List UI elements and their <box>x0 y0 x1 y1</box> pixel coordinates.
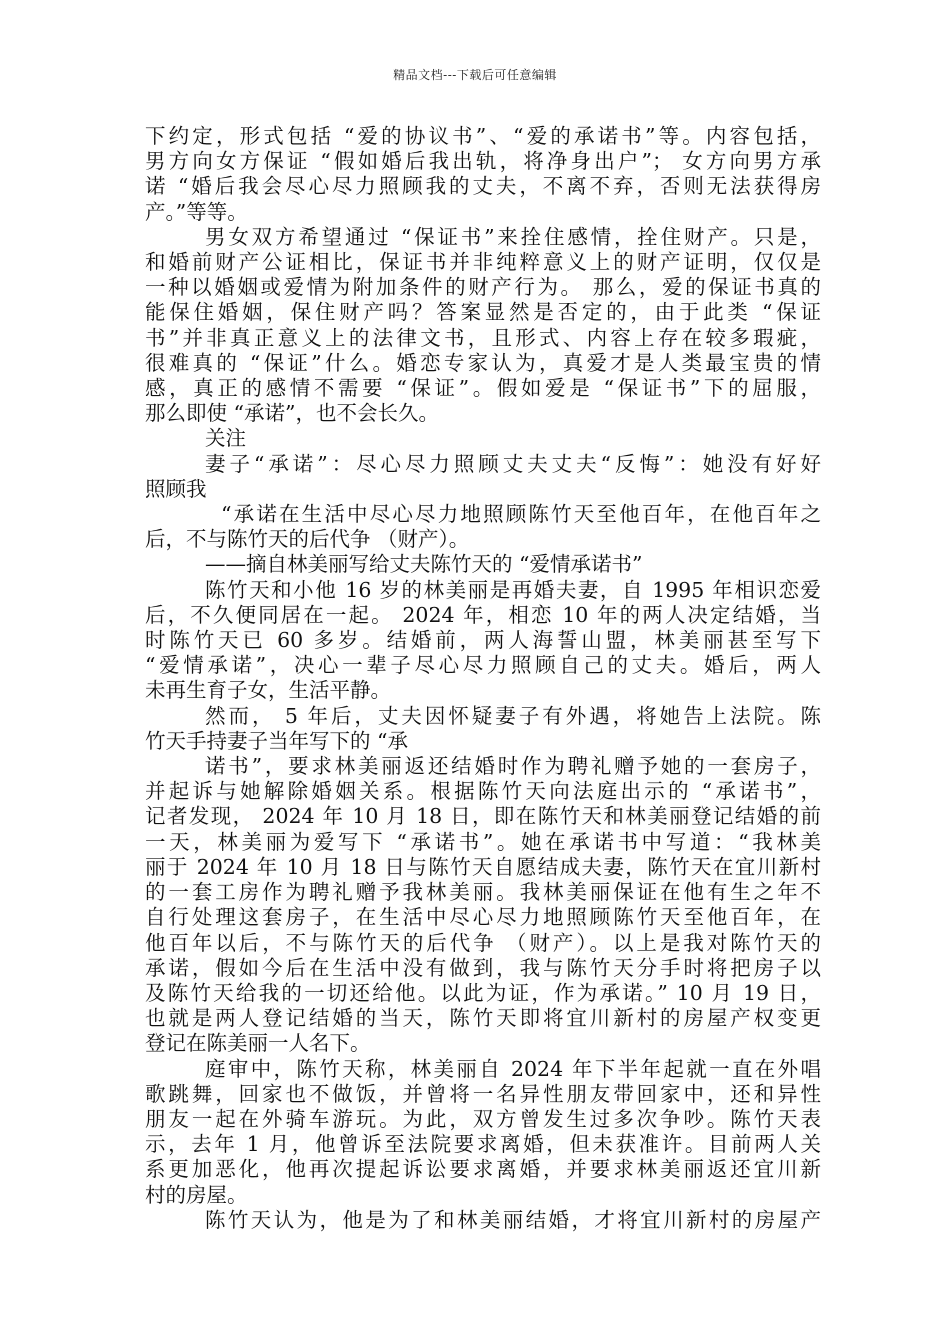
text-line: 很难真的 “保证”什么。婚恋专家认为，真爱才是人类最宝贵的情 <box>145 350 821 375</box>
text-line: 陈竹天和小他 16 岁的林美丽是再婚夫妻，自 1995 年相识恋爱 <box>205 577 821 602</box>
text-line: 庭审中，陈竹天称，林美丽自 2024 年下半年起就一直在外唱 <box>205 1056 821 1081</box>
text-line: “爱情承诺”，决心一辈子尽心尽力照顾自己的丈夫。婚后，两人 <box>145 653 821 678</box>
text-line: 及陈竹天给我的一切还给他。以此为证，作为承诺。” 10 月 19 日， <box>145 980 821 1005</box>
text-line: 承诺，假如今后在生活中没有做到，我与陈竹天分手时将把房子以 <box>145 955 821 980</box>
text-line: 自行处理这套房子，在生活中尽心尽力地照顾陈竹天至他百年，在 <box>145 905 821 930</box>
text-line: 歌跳舞，回家也不做饭，并曾将一名异性朋友带回家中，还和异性 <box>145 1081 821 1106</box>
text-line: 感，真正的感情不需要 “保证”。假如爱是 “保证书”下的屈服， <box>145 376 821 401</box>
text-line: 示，去年 1 月，他曾诉至法院要求离婚，但未获准许。目前两人关 <box>145 1132 821 1157</box>
text-line: 关注 <box>205 426 246 451</box>
text-line: 下约定，形式包括 “爱的协议书”、“爱的承诺书”等。内容包括， <box>145 124 821 148</box>
text-line: 的一套工房作为聘礼赠予我林美丽。我林美丽保证在他有生之年不 <box>145 880 821 905</box>
text-line: 后，不久便同居在一起。 2024 年，相恋 10 年的两人决定结婚，当 <box>145 602 821 627</box>
text-line: 时陈竹天已 60 多岁。结婚前，两人海誓山盟，林美丽甚至写下 <box>145 628 821 653</box>
text-line: 丽于 2024 年 10 月 18 日与陈竹天自愿结成夫妻，陈竹天在宜川新村 <box>145 854 821 879</box>
text-line: 能保住婚姻，保住财产吗？答案显然是否定的，由于此类 “保证 <box>145 300 821 325</box>
text-line: 和婚前财产公证相比，保证书并非纯粹意义上的财产证明，仅仅是 <box>145 250 821 275</box>
text-line: 诺 “婚后我会尽心尽力照顾我的丈夫，不离不弃，否则无法获得房 <box>145 174 821 199</box>
text-line: 妻子“承诺”：尽心尽力照顾丈夫丈夫“反悔”：她没有好好 <box>205 451 821 476</box>
text-line: 产。”等等。 <box>145 199 248 224</box>
text-line: 村的房屋。 <box>145 1182 248 1207</box>
text-line: 那么即使 “承诺”，也不会长久。 <box>145 401 439 426</box>
text-line: 系更加恶化，他再次提起诉讼要求离婚，并要求林美丽返还宜川新 <box>145 1157 821 1182</box>
text-line: 男女双方希望通过 “保证书”来拴住感情，拴住财产。只是， <box>205 224 821 249</box>
text-line: 一种以婚姻或爱情为附加条件的财产行为。 那么，爱的保证书真的 <box>145 275 821 300</box>
text-line: 未再生育子女，生活平静。 <box>145 678 391 703</box>
text-line: 书”并非真正意义上的法律文书，且形式、内容上存在较多瑕疵， <box>145 325 821 350</box>
text-line: 陈竹天认为，他是为了和林美丽结婚，才将宜川新村的房屋产 <box>205 1207 821 1232</box>
text-line: “承诺在生活中尽心尽力地照顾陈竹天至他百年，在他百年之 <box>221 502 821 527</box>
text-line: 然而， 5 年后，丈夫因怀疑妻子有外遇，将她告上法院。陈 <box>205 703 821 728</box>
text-line: 朋友一起在外骑车游玩。为此，双方曾发生过多次争吵。陈竹天表 <box>145 1106 821 1131</box>
page-header: 精品文档---下载后可任意编辑 <box>393 68 557 82</box>
text-line: 照顾我 <box>145 476 207 501</box>
text-line: 竹天手持妻子当年写下的 “承 <box>145 728 408 753</box>
text-line: 记者发现， 2024 年 10 月 18 日，即在陈竹天和林美丽登记结婚的前 <box>145 804 821 829</box>
text-line: 并起诉与她解除婚姻关系。根据陈竹天向法庭出示的 “承诺书”， <box>145 779 821 804</box>
text-line: 他百年以后，不与陈竹天的后代争 （财产）。以上是我对陈竹天的 <box>145 930 821 955</box>
text-line: 一天，林美丽为爱写下 “承诺书”。她在承诺书中写道：“我林美 <box>145 829 821 854</box>
document-body <box>145 124 821 1233</box>
text-line: 后，不与陈竹天的后代争 （财产）。 <box>145 527 470 552</box>
text-line: 诺书”，要求林美丽返还结婚时作为聘礼赠予她的一套房子， <box>205 754 821 779</box>
text-line: 也就是两人登记结婚的当天，陈竹天即将宜川新村的房屋产权变更 <box>145 1006 821 1031</box>
text-line: 男方向女方保证 “假如婚后我出轨，将净身出户”； 女方向男方承 <box>145 149 821 174</box>
text-line: 登记在陈美丽一人名下。 <box>145 1031 371 1056</box>
text-line: ——摘自林美丽写给丈夫陈竹天的 “爱情承诺书” <box>205 552 643 577</box>
